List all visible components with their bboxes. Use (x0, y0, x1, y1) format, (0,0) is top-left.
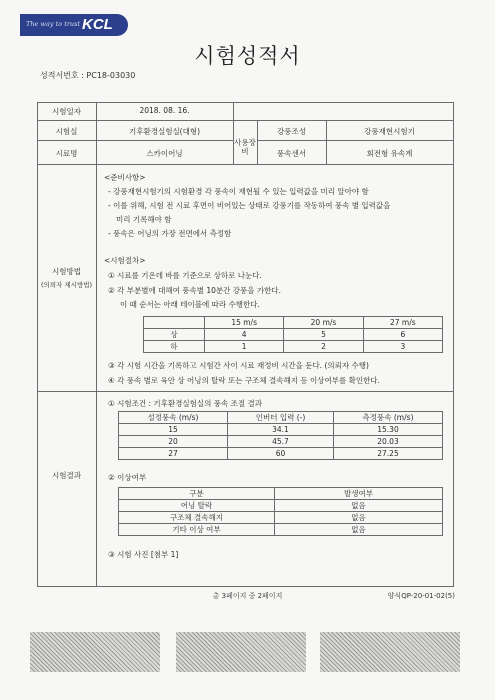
table-cell: 어닝 탈락 (119, 500, 275, 512)
table-row (119, 424, 443, 436)
table-header: 20 m/s (284, 317, 363, 329)
procedure-line: ② 각 부분별에 대해여 풍속별 10분간 강풍을 가한다. (108, 286, 281, 295)
table-cell: 하 (144, 341, 205, 353)
lab-label: 시험실 (55, 127, 78, 136)
table-header: 인버터 입력 (-) (227, 412, 333, 424)
prep-line: 미리 기록해야 함 (116, 215, 172, 224)
table-cell: 27.25 (334, 448, 443, 460)
table-cell: 1 (205, 341, 284, 353)
table-cell (144, 317, 205, 329)
table-cell: 27 (119, 448, 228, 460)
sample-label: 시료명 (55, 149, 78, 158)
table-cell: 상 (144, 329, 205, 341)
table-row (144, 329, 443, 341)
prep-line: - 풍속은 어닝의 가장 전면에서 측정함 (108, 229, 232, 238)
results-label: 시험결과 (52, 471, 81, 480)
header-banner (20, 14, 128, 36)
table-cell: 5 (284, 329, 363, 341)
method-label: 시험방법 (52, 267, 81, 276)
table-cell: 없음 (275, 512, 443, 524)
sample-value: 스카이어닝 (146, 149, 183, 158)
table-cell: 없음 (275, 524, 443, 536)
table-header: 구분 (119, 488, 275, 500)
form-number: 양식QP-20-01-02(5) (387, 592, 455, 600)
table-header: 27 m/s (363, 317, 442, 329)
page-title: 시험성적서 (194, 44, 301, 68)
table-row (119, 512, 443, 524)
prep-title: <준비사항> (104, 173, 146, 182)
photo-title: ③ 시험 사진 [첨부 1] (108, 550, 179, 559)
order-table (143, 316, 443, 353)
procedure-title: <시험절차> (104, 256, 146, 265)
test-date-label: 시험일자 (52, 107, 81, 116)
table-row (144, 317, 443, 329)
table-cell: 20 (119, 436, 228, 448)
lab-value: 기후환경실험실(대형) (128, 127, 201, 136)
anomaly-title: ② 이상여부 (108, 473, 147, 482)
table-cell: 3 (363, 341, 442, 353)
procedure-line: ③ 각 시험 시간을 기록하고 시험간 사이 시료 재정비 시간을 둔다. (의뢰자 수행) (108, 361, 369, 370)
table-header: 설정풍속 (m/s) (119, 412, 228, 424)
method-sublabel: (의뢰자 제시방법) (40, 281, 93, 289)
table-cell: 2 (284, 341, 363, 353)
procedure-line: 이 때 순서는 아래 테이블에 따라 수행한다. (120, 300, 260, 309)
tagline: The way to trust (26, 20, 81, 28)
table-cell: 기타 이상 여부 (119, 524, 275, 536)
table-row (119, 412, 443, 424)
table-cell: 20.03 (334, 436, 443, 448)
table-row (119, 436, 443, 448)
table-cell: 6 (363, 329, 442, 341)
table-header: 측정풍속 (m/s) (334, 412, 443, 424)
security-pattern (30, 632, 160, 672)
equipment-1-name: 강풍조성 (277, 127, 306, 136)
table-cell: 없음 (275, 500, 443, 512)
table-cell: 15 (119, 424, 228, 436)
security-pattern (320, 632, 460, 672)
test-date-value: 2018. 08. 16. (139, 106, 190, 115)
equipment-label: 사용장비 (234, 138, 256, 156)
table-cell: 4 (205, 329, 284, 341)
conditions-table (118, 411, 443, 460)
certificate-number: 성적서번호 : PC18-03030 (40, 71, 136, 80)
kcl-logo: KCL (82, 16, 113, 33)
table-cell: 15.30 (334, 424, 443, 436)
table-cell: 45.7 (227, 436, 333, 448)
table-header: 발생여부 (275, 488, 443, 500)
equipment-1-value: 강풍재현시험기 (364, 127, 415, 136)
table-row (119, 500, 443, 512)
table-cell: 구조체 결속해지 (119, 512, 275, 524)
table-cell: 34.1 (227, 424, 333, 436)
table-cell: 60 (227, 448, 333, 460)
security-pattern (176, 632, 306, 672)
equipment-2-name: 풍속센서 (277, 149, 306, 158)
conditions-title: ① 시험조건 : 기후환경실험실의 풍속 조절 결과 (108, 399, 262, 408)
procedure-line: ④ 각 풍속 별로 육안 상 어닝의 탈락 또는 구조체 결속해지 등 이상여부를 확인한다. (108, 376, 380, 385)
table-row (144, 341, 443, 353)
page-count: 총 3페이지 중 2페이지 (212, 592, 283, 600)
prep-line: - 강풍재현시험기의 시험환경 각 풍속이 재현될 수 있는 입력값을 미리 알아야 함 (108, 187, 369, 196)
procedure-line: ① 시료를 기온데 바를 기준으로 상하로 나눈다. (108, 271, 262, 280)
table-row (119, 488, 443, 500)
table-row (119, 524, 443, 536)
table-header: 15 m/s (205, 317, 284, 329)
prep-line: - 이를 위해, 시험 전 시료 후면이 비어있는 상태로 강풍기를 작동하여 풍속 별 입력값을 (108, 201, 391, 210)
table-row (119, 448, 443, 460)
equipment-2-value: 회전형 유속계 (366, 149, 413, 158)
anomaly-table (118, 487, 443, 536)
